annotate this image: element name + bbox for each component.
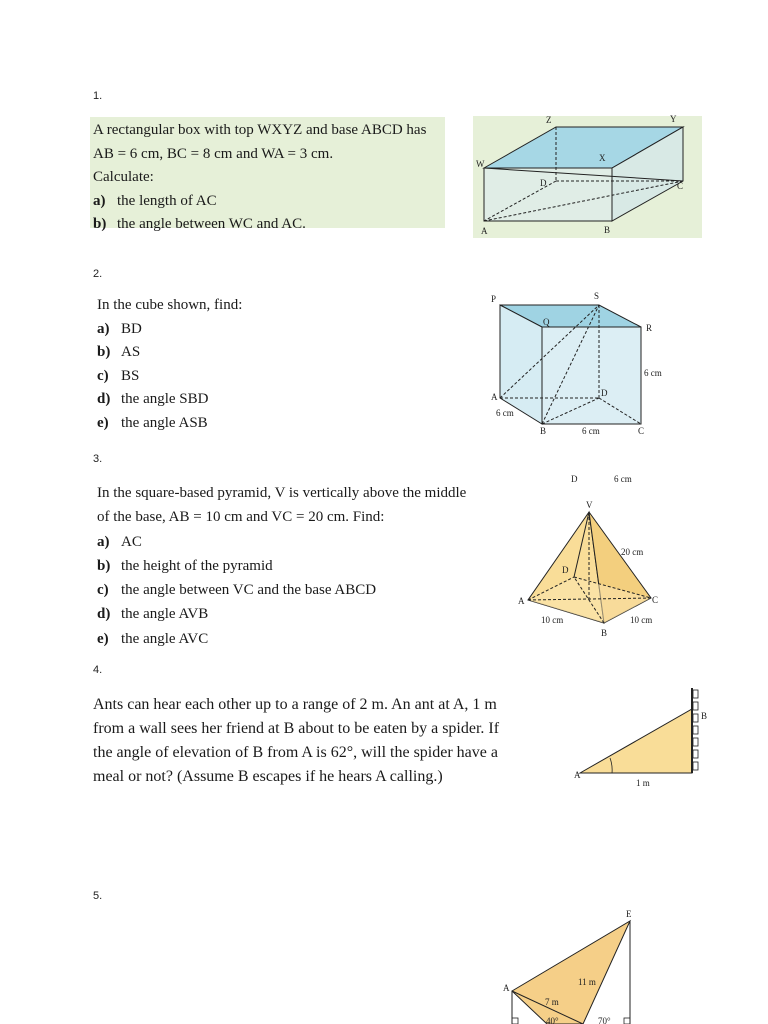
q4-line-4: meal or not? (Assume B escapes if he hears A calling.) bbox=[93, 768, 443, 785]
fig3-label-b: B bbox=[601, 628, 608, 638]
q4-line-3: the angle of elevation of B from A is 62°, will the spider have a bbox=[93, 744, 498, 761]
question-number-2: 2. bbox=[93, 268, 103, 280]
fig4-label-base: 1 m bbox=[636, 778, 650, 788]
fig4-label-b: B bbox=[701, 711, 708, 721]
question-number-1: 1. bbox=[93, 90, 103, 102]
fig3-label-d: D bbox=[562, 565, 569, 575]
q3-part-d: d) the angle AVB bbox=[97, 606, 209, 623]
question-number-5: 5. bbox=[93, 890, 103, 902]
q3-part-c: c) the angle between VC and the base ABCD bbox=[97, 582, 377, 599]
fig3-label-v: V bbox=[586, 500, 593, 510]
q1-part-b: b) the angle between WC and AC. bbox=[93, 216, 306, 232]
fig2-cut-len: 6 cm bbox=[614, 474, 632, 484]
q2-part-b: b) AS bbox=[97, 344, 141, 360]
fig1-label-x: X bbox=[599, 153, 606, 163]
q3-part-a: a) AC bbox=[97, 533, 142, 550]
q2-part-a: a) BD bbox=[97, 320, 142, 337]
fig2-label-q: Q bbox=[543, 317, 550, 327]
q4-line-2: from a wall sees her friend at B about to be eaten by a spider. If bbox=[93, 720, 500, 737]
q1-part-a: a) the length of AC bbox=[93, 192, 217, 209]
q2-part-d: d) the angle SBD bbox=[97, 391, 209, 407]
fig1-label-z: Z bbox=[546, 115, 552, 125]
question-number-4: 4. bbox=[93, 664, 103, 676]
fig1-label-w: W bbox=[476, 159, 485, 169]
fig2-label-c: C bbox=[638, 426, 645, 436]
fig2-side-bottom: 6 cm bbox=[582, 426, 600, 436]
q2-part-e: e) the angle ASB bbox=[97, 414, 208, 431]
q2-part-c: c) BS bbox=[97, 367, 140, 384]
q3-line-1: In the square-based pyramid, V is vertically above the middle bbox=[97, 485, 467, 501]
fig2-label-r: R bbox=[646, 323, 653, 333]
fig4-label-a: A bbox=[574, 770, 581, 780]
fig3-label-bc: 10 cm bbox=[630, 615, 653, 625]
q1-line-2: AB = 6 cm, BC = 8 cm and WA = 3 cm. bbox=[93, 145, 334, 162]
fig3-label-vc: 20 cm bbox=[621, 547, 644, 557]
fig3-label-c: C bbox=[652, 595, 659, 605]
fig5-label-a: A bbox=[503, 983, 510, 993]
fig2-label-s: S bbox=[594, 291, 600, 301]
q3-part-e: e) the angle AVC bbox=[97, 630, 209, 647]
fig1-label-b: B bbox=[604, 225, 611, 235]
q2-line-1: In the cube shown, find: bbox=[97, 297, 243, 313]
fig5-label-angle-left: 40° bbox=[546, 1016, 559, 1024]
fig5-label-7m: 7 m bbox=[545, 997, 559, 1007]
q1-line-3: Calculate: bbox=[93, 169, 154, 185]
fig3-label-ab: 10 cm bbox=[541, 615, 564, 625]
fig5-label-e: E bbox=[626, 909, 632, 919]
fig2-label-d: D bbox=[601, 388, 608, 398]
q4-line-1: Ants can hear each other up to a range of 2 m. An ant at A, 1 m bbox=[93, 696, 497, 713]
fig2-label-p: P bbox=[491, 294, 497, 304]
q3-part-b: b) the height of the pyramid bbox=[97, 557, 273, 574]
fig2-side-right: 6 cm bbox=[644, 368, 662, 378]
fig2-label-b: B bbox=[540, 426, 547, 436]
fig3-label-a: A bbox=[518, 596, 525, 606]
fig2-label-a: A bbox=[491, 392, 498, 402]
fig1-label-c: C bbox=[677, 181, 684, 191]
fig5-label-angle-right: 70° bbox=[598, 1016, 611, 1024]
q3-line-2: of the base, AB = 10 cm and VC = 20 cm. Find: bbox=[97, 509, 385, 526]
q1-line-1: A rectangular box with top WXYZ and base ABCD has bbox=[93, 122, 427, 138]
question-number-3: 3. bbox=[93, 453, 103, 465]
fig5-label-ae: 11 m bbox=[578, 977, 596, 987]
fig1-label-d: D bbox=[540, 178, 547, 188]
fig2-cut-d: D bbox=[571, 474, 578, 484]
fig1-label-y: Y bbox=[670, 114, 677, 124]
fig2-side-left: 6 cm bbox=[496, 408, 514, 418]
fig1-label-a: A bbox=[481, 226, 488, 236]
